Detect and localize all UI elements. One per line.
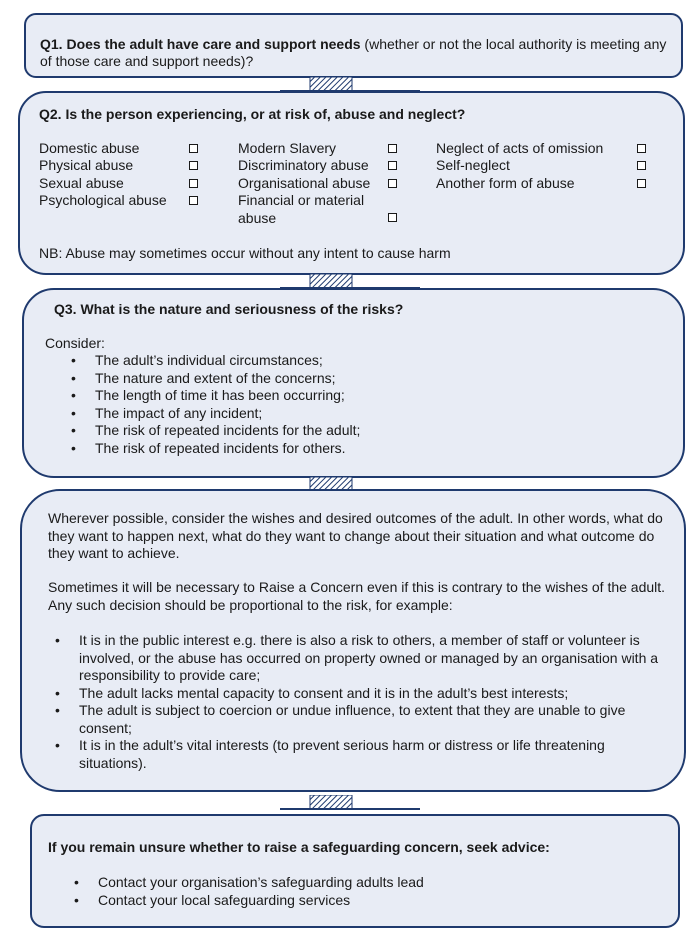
list-item: • The impact of any incident; [95, 405, 360, 423]
abuse-option-self-neglect: Self-neglect [436, 157, 510, 173]
list-item: • Contact your local safeguarding services [98, 891, 424, 909]
checkbox-neglect[interactable] [637, 144, 646, 153]
q2-title: Q2. Is the person experiencing, or at risk of, abuse and neglect? [39, 106, 466, 122]
list-item: • The adult is subject to coercion or undue influence, to extent that they are unable to give consent; [79, 702, 669, 737]
advice-box [30, 814, 680, 928]
abuse-option-discriminatory: Discriminatory abuse [238, 157, 369, 173]
abuse-option-sexual: Sexual abuse [39, 175, 124, 191]
flow-arrow-4 [280, 795, 420, 813]
abuse-option-organisational: Organisational abuse [238, 175, 371, 191]
checkbox-financial[interactable] [388, 213, 397, 222]
checkbox-discriminatory[interactable] [388, 161, 397, 170]
q1-question-rest: (whether or not the local authority is meeting any of those care and support needs)? [40, 36, 667, 69]
list-item: • It is in the adult’s vital interests (to prevent serious harm or distress or life threatening situations). [79, 737, 669, 772]
q3-consider: Consider: [45, 335, 105, 351]
abuse-option-modern-slavery: Modern Slavery [238, 140, 337, 156]
checkbox-domestic[interactable] [189, 144, 198, 153]
q3-list [95, 352, 360, 458]
wishes-box [20, 489, 686, 792]
checkbox-organisational[interactable] [388, 179, 397, 188]
list-item: • The adult lacks mental capacity to consent and it is in the adult’s best interests; [79, 685, 669, 703]
abuse-option-financial-line2: abuse [238, 210, 277, 226]
abuse-option-psychological: Psychological abuse [39, 192, 167, 208]
wishes-paragraph-1: Wherever possible, consider the wishes and desired outcomes of the adult. In other words, what do they want to happen next, what do they want to change about their situation and what outcome do they want to achieve. [48, 510, 663, 561]
abuse-option-physical: Physical abuse [39, 157, 134, 173]
q2-box [18, 91, 685, 275]
checkbox-psychological[interactable] [189, 196, 198, 205]
wishes-paragraph-2: Sometimes it will be necessary to Raise a Concern even if this is contrary to the wishes of the adult. Any such decision should be proportional to the risk, for example: [48, 579, 666, 613]
abuse-option-domestic: Domestic abuse [39, 140, 140, 156]
list-item: • Contact your organisation’s safeguarding adults lead [98, 873, 424, 891]
checkbox-sexual[interactable] [189, 179, 198, 188]
wishes-list [79, 632, 669, 772]
list-item: • The nature and extent of the concerns; [95, 370, 360, 388]
q2-note: NB: Abuse may sometimes occur without any intent to cause harm [39, 245, 451, 261]
q1-question-bold: Q1. Does the adult have care and support needs [40, 36, 361, 52]
checkbox-self-neglect[interactable] [637, 161, 646, 170]
q3-box [22, 288, 685, 478]
checkbox-modern-slavery[interactable] [388, 144, 397, 153]
q1-question [40, 36, 670, 70]
list-item: • The risk of repeated incidents for others. [95, 440, 360, 458]
list-item: • The length of time it has been occurring; [95, 387, 360, 405]
advice-title: If you remain unsure whether to raise a safeguarding concern, seek advice: [48, 839, 550, 855]
checkbox-another[interactable] [637, 179, 646, 188]
abuse-option-another: Another form of abuse [436, 175, 575, 191]
list-item: • It is in the public interest e.g. there is also a risk to others, a member of staff or volunteer is involved, or the abuse has occurred on property owned or managed by an organisation with a responsibility to provide care; [79, 632, 669, 685]
q1-box [24, 13, 683, 78]
abuse-option-neglect: Neglect of acts of omission [436, 140, 604, 156]
list-item: • The risk of repeated incidents for the adult; [95, 422, 360, 440]
checkbox-physical[interactable] [189, 161, 198, 170]
q3-title: Q3. What is the nature and seriousness of the risks? [54, 301, 404, 317]
advice-list [98, 873, 424, 909]
list-item: • The adult’s individual circumstances; [95, 352, 360, 370]
abuse-option-financial-line1: Financial or material [238, 192, 365, 208]
